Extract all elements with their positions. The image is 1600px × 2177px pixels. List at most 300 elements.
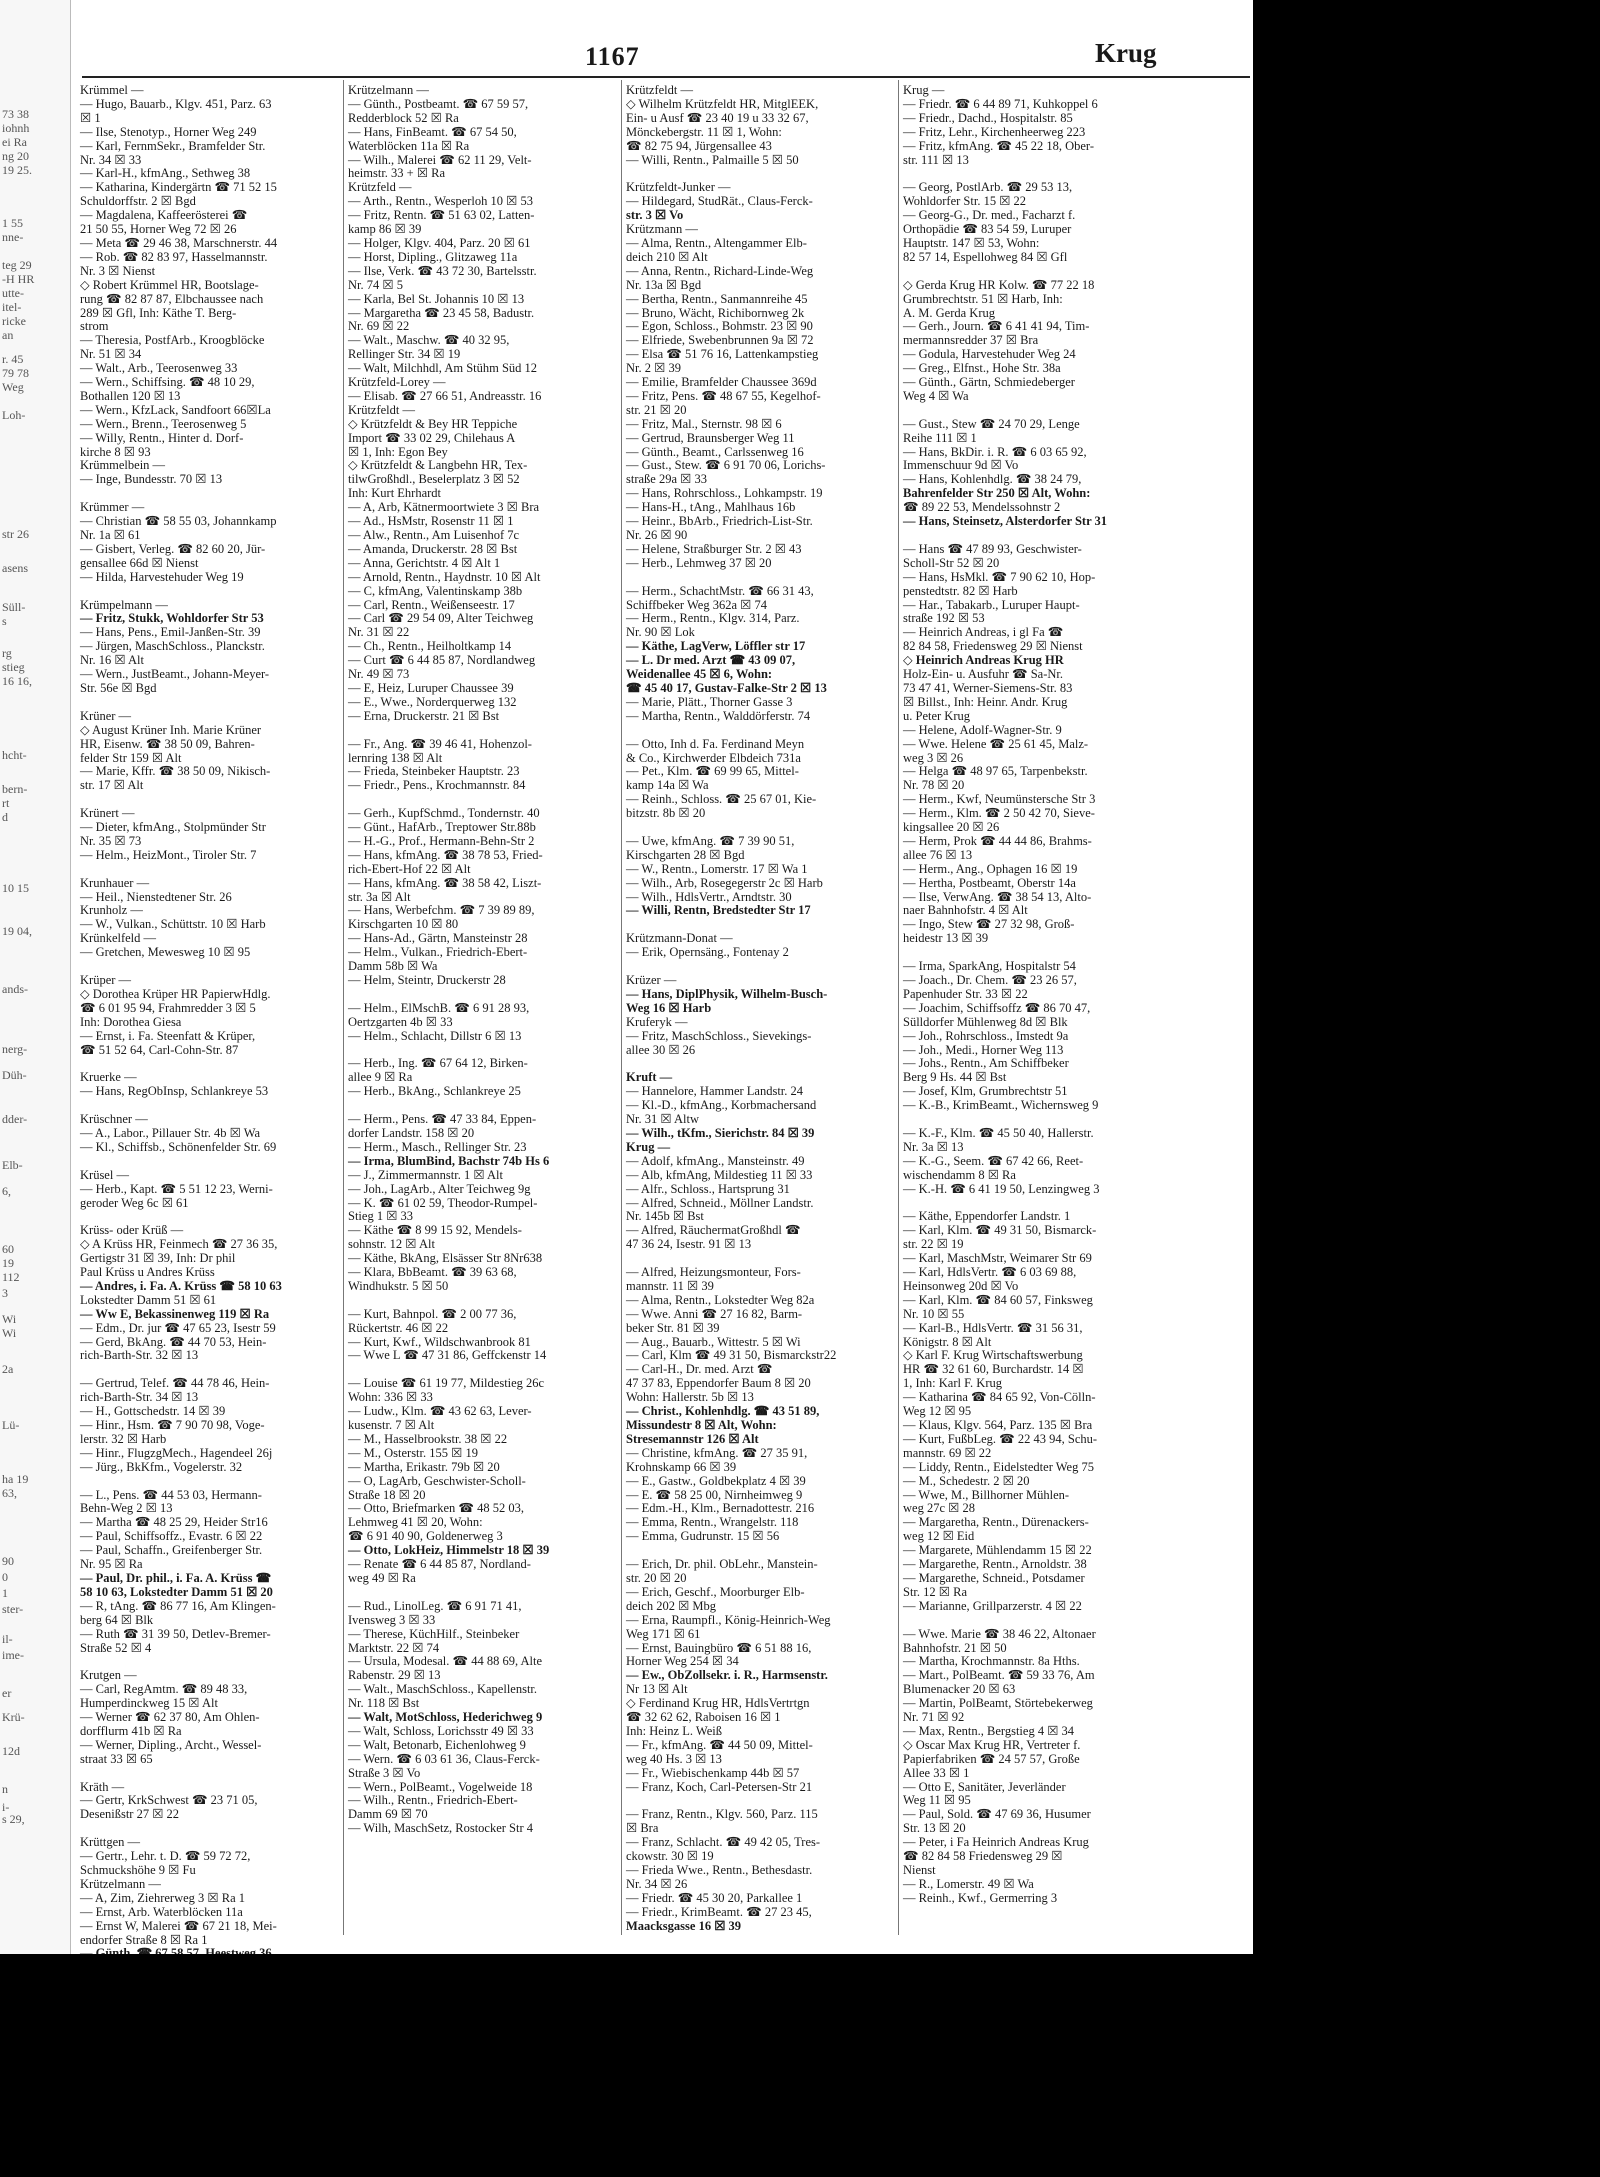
directory-entry-line: Krüzer —	[626, 973, 677, 987]
directory-entry-line: — E, Heiz, Luruper Chaussee 39	[348, 680, 514, 695]
directory-entry-line: Weg 12 ☒ 95	[903, 1404, 972, 1419]
directory-entry-line: — Käthe, BkAng, Elsässer Str 8Nr638	[348, 1251, 543, 1266]
directory-entry-line: — K.-B., KrimBeamt., Wichernsweg 9	[903, 1098, 1099, 1113]
directory-entry-line: Wohldorfer Str. 15 ☒ 22	[903, 194, 1027, 209]
directory-entry-line: — Wilh., Arb, Rosegegerstr 2c ☒ Harb	[626, 875, 823, 890]
margin-fragment: ha 19	[2, 1472, 29, 1486]
directory-entry-line: — Har., Tabakarb., Luruper Haupt-	[903, 597, 1080, 612]
directory-entry-line: — Hans, DiplPhysik, Wilhelm-Busch-	[626, 986, 828, 1001]
directory-entry-line: allee 30 ☒ 26	[626, 1042, 696, 1057]
directory-entry-line: — Joachim, Schiffsoffz ☎ 86 70 47,	[903, 1000, 1091, 1015]
directory-entry-line: ☎ 82 84 58 Friedensweg 29 ☒	[903, 1849, 1063, 1864]
directory-entry-line: endorfer Straße 8 ☒ Ra 1	[80, 1932, 208, 1947]
directory-entry-line: Kruferyk —	[626, 1014, 688, 1029]
directory-entry-line: — Liddy, Rentn., Eidelstedter Weg 75	[903, 1459, 1094, 1474]
margin-fragment: dder-	[2, 1112, 28, 1126]
directory-entry-line	[80, 1210, 365, 1224]
directory-entry-line: — Friedr., KrimBeamt. ☎ 27 23 45,	[626, 1904, 812, 1919]
directory-entry-line	[80, 1057, 365, 1071]
directory-entry-line: — Willi, Rentn., Palmaille 5 ☒ 50	[626, 152, 799, 167]
directory-entry-line	[80, 487, 365, 501]
margin-fragment: bern-	[2, 782, 28, 796]
directory-entry-line: — Karl, FernmSekr., Bramfelder Str.	[80, 138, 266, 153]
margin-fragment: hcht-	[2, 748, 27, 762]
directory-column-2	[348, 84, 633, 1836]
margin-fragment: 2a	[2, 1362, 14, 1376]
directory-entry-line: Weg 4 ☒ Wa	[903, 388, 969, 403]
directory-entry-line: — Fritz, Lehr., Kirchenheerweg 223	[903, 124, 1086, 139]
directory-entry-line: — Fritz, Rentn. ☎ 51 63 02, Latten-	[348, 208, 535, 223]
directory-entry-line: — Erik, Opernsäng., Fontenay 2	[626, 945, 789, 960]
directory-entry-line: ☒ Billst., Inh: Heinr. Andr. Krug	[903, 694, 1068, 709]
directory-entry-line: — Hinr., Hsm. ☎ 7 90 70 98, Voge-	[80, 1418, 265, 1432]
directory-entry-line: deich 202 ☒ Mbg	[626, 1598, 717, 1613]
scan-border-bottom	[0, 1954, 1253, 2177]
directory-entry-line: — Kurt, Bahnpol. ☎ 2 00 77 36,	[348, 1306, 517, 1321]
directory-entry-line	[626, 1544, 911, 1558]
directory-entry-line: — Carl, Klm ☎ 49 31 50, Bismarckstr22	[626, 1348, 837, 1363]
directory-entry-line: — Walt., MaschSchloss., Kapellenstr.	[348, 1682, 538, 1697]
directory-entry-line: — Irma, SparkAng, Hospitalstr 54	[903, 959, 1076, 974]
directory-entry-line: Humperdinckweg 15 ☒ Alt	[80, 1696, 218, 1711]
directory-entry-line: — Joh., LagArb., Alter Teichweg 9g	[348, 1181, 531, 1196]
margin-fragment: 1 55	[2, 216, 23, 230]
directory-entry-line: ☒ Bra	[626, 1821, 659, 1836]
directory-entry-line: lerstr. 32 ☒ Harb	[80, 1431, 167, 1446]
directory-entry-line: naer Bahnhofstr. 4 ☒ Alt	[903, 903, 1028, 918]
directory-entry-line: — Klaus, Klgv. 564, Parz. 135 ☒ Bra	[903, 1418, 1093, 1432]
directory-entry-line: — Emma, Gudrunstr. 15 ☒ 56	[626, 1529, 780, 1544]
directory-entry-line	[80, 585, 365, 599]
directory-entry-line: kusenstr. 7 ☒ Alt	[348, 1418, 435, 1432]
margin-fragment: Loh-	[2, 408, 26, 422]
directory-entry-line	[626, 1252, 911, 1266]
directory-entry-line: — Erich, Geschf., Moorburger Elb-	[626, 1584, 805, 1599]
directory-entry-line: deich 210 ☒ Alt	[626, 249, 708, 264]
directory-entry-line: — Wwe, M., Billhorner Mühlen-	[903, 1487, 1070, 1502]
directory-entry-line: Straße 52 ☒ 4	[80, 1640, 152, 1655]
directory-entry-line: ◇ Dorothea Krüper HR PapierwHdlg.	[80, 986, 271, 1001]
directory-entry-line: — Rud., LinolLeg. ☎ 6 91 71 41,	[348, 1598, 522, 1613]
margin-fragment: Elb-	[2, 1158, 23, 1172]
directory-entry-line: ◇ Gerda Krug HR Kolw. ☎ 77 22 18	[903, 277, 1095, 292]
directory-entry-line: Maacksgasse 16 ☒ 39	[626, 1918, 742, 1933]
directory-entry-line: mannstr. 69 ☒ 22	[903, 1445, 992, 1460]
directory-entry-line: Krüttgen —	[80, 1835, 141, 1850]
directory-entry-line: — R, tAng. ☎ 86 77 16, Am Klingen-	[80, 1598, 276, 1613]
directory-entry-line: — Martha, Rentn., Walddörferstr. 74	[626, 708, 811, 723]
directory-entry-line: — Helm., Vulkan., Friedrich-Ebert-	[348, 945, 528, 960]
directory-entry-line: Desenißstr 27 ☒ 22	[80, 1807, 180, 1822]
directory-entry-line: — Helene, Straßburger Str. 2 ☒ 43	[626, 541, 802, 556]
margin-fragment: stieg	[2, 660, 25, 674]
directory-entry-line: weg 27c ☒ 28	[903, 1501, 975, 1516]
directory-entry-line: — Gertrud, Braunsberger Weg 11	[626, 430, 795, 445]
directory-entry-line: — Hans, Steinsetz, Alsterdorfer Str 31	[903, 514, 1108, 529]
directory-entry-line: Krützelmann —	[80, 1876, 161, 1891]
directory-entry-line: — Alfred, Schneid., Möllner Landstr.	[626, 1195, 814, 1210]
directory-entry-line: Nr. 3a ☒ 13	[903, 1139, 964, 1154]
margin-fragment: 10 15	[2, 881, 29, 895]
directory-entry-line: str. 111 ☒ 13	[903, 152, 969, 167]
directory-entry-line: — Fritz, Stukk, Wohldorfer Str 53	[80, 611, 264, 626]
directory-entry-line: Behn-Weg 2 ☒ 13	[80, 1501, 173, 1516]
directory-entry-line: — Hans, RegObInsp, Schlankreye 53	[80, 1084, 269, 1099]
margin-fragment: 3	[2, 1286, 8, 1300]
directory-entry-line: — Christ., Kohlenhdlg. ☎ 43 51 89,	[626, 1404, 820, 1419]
directory-entry-line: allee 9 ☒ Ra	[348, 1070, 413, 1085]
directory-entry-line: — Günt., HafArb., Treptower Str.88b	[348, 820, 536, 835]
directory-entry-line: — Margarete, Mühlendamm 15 ☒ 22	[903, 1543, 1092, 1558]
directory-entry-line: — Carl ☎ 29 54 09, Alter Teichweg	[348, 611, 534, 626]
directory-entry-line: Nr 13 ☒ Alt	[626, 1682, 688, 1697]
directory-entry-line: Krützmann —	[626, 222, 698, 237]
directory-entry-line: — Herm., Rentn., Klgv. 314, Parz.	[626, 611, 800, 626]
directory-entry-line: — A., Labor., Pillauer Str. 4b ☒ Wa	[80, 1125, 261, 1140]
directory-entry-line: Inh: Heinz L. Weiß	[626, 1723, 722, 1738]
directory-entry-line: — Friedr. ☎ 6 44 89 71, Kuhkoppel 6	[903, 96, 1098, 111]
directory-entry-line	[348, 1099, 633, 1113]
directory-entry-line: Krüss- oder Krüß —	[80, 1223, 184, 1238]
directory-entry-line: Straße 18 ☒ 20	[348, 1487, 426, 1502]
directory-entry-line: Krützfeld —	[348, 180, 412, 195]
directory-entry-line: — Margaretha, Rentn., Dürenackers-	[903, 1515, 1089, 1530]
directory-entry-line: — Walt, Schloss, Lorichsstr 49 ☒ 33	[348, 1723, 534, 1738]
directory-entry-line: rich-Ebert-Hof 22 ☒ Alt	[348, 861, 471, 876]
directory-entry-line: — Hans-H., tAng., Mahlhaus 16b	[626, 500, 796, 515]
directory-entry-line: Str. 56e ☒ Bgd	[80, 680, 157, 695]
directory-entry-line: — Fritz, MaschSchloss., Sievekings-	[626, 1028, 812, 1043]
directory-entry-line	[80, 793, 365, 807]
margin-fragment: s 29,	[2, 1812, 25, 1826]
directory-entry-line: — Herm., Ang., Ophagen 16 ☒ 19	[903, 861, 1078, 876]
directory-entry-line: — Anna, Rentn., Richard-Linde-Weg	[626, 263, 814, 278]
directory-entry-line: allee 76 ☒ 13	[903, 847, 973, 862]
directory-entry-line: Krützmann-Donat —	[626, 931, 733, 946]
directory-entry-line: — Aug., Bauarb., Wittestr. 5 ☒ Wi	[626, 1334, 801, 1349]
directory-entry-line: heidestr 13 ☒ 39	[903, 931, 989, 946]
margin-fragment: d	[2, 810, 8, 824]
directory-entry-line: Nr. 71 ☒ 92	[903, 1710, 965, 1725]
directory-entry-line: — Georg-G., Dr. med., Facharzt f.	[903, 208, 1076, 223]
directory-entry-line: — Günth., Gärtn, Schmiedeberger	[903, 375, 1075, 390]
margin-fragment: 60	[2, 1242, 14, 1256]
directory-entry-line: — K. ☎ 61 02 59, Theodor-Rumpel-	[348, 1195, 538, 1210]
directory-entry-line: — Karl, Klm. ☎ 49 31 50, Bismarck-	[903, 1223, 1097, 1238]
directory-entry-line: — Herm., Klm. ☎ 2 50 42 70, Sieve-	[903, 806, 1095, 821]
directory-entry-line: — O, LagArb, Geschwister-Scholl-	[348, 1473, 526, 1488]
directory-entry-line: — Holger, Klgv. 404, Parz. 20 ☒ 61	[348, 235, 531, 250]
previous-page-edge	[0, 0, 71, 1954]
directory-entry-line: — Franz, Schlacht. ☎ 49 42 05, Tres-	[626, 1835, 821, 1850]
directory-entry-line: — Karl, HdlsVertr. ☎ 6 03 69 88,	[903, 1265, 1077, 1280]
directory-entry-line: Bahnhofstr. 21 ☒ 50	[903, 1640, 1007, 1655]
directory-entry-line: — Wern., Schiffsing. ☎ 48 10 29,	[80, 375, 255, 390]
directory-entry-line: — Heinrich Andreas, i gl Fa ☎	[903, 625, 1064, 640]
directory-entry-line: Scholl-Str 52 ☒ 20	[903, 555, 1000, 570]
directory-entry-line	[80, 960, 365, 974]
directory-entry-line: Papierfabriken ☎ 24 57 57, Große	[903, 1751, 1080, 1766]
directory-entry-line: — Gretchen, Mewesweg 10 ☒ 95	[80, 945, 251, 960]
directory-entry-line: beker Str. 81 ☒ 39	[626, 1320, 720, 1335]
directory-entry-line: — Jürgen, MaschSchloss., Planckstr.	[80, 639, 265, 654]
directory-entry-line: — Ernst, Arb. Waterblöcken 11a	[80, 1904, 243, 1919]
directory-entry-line	[348, 1294, 633, 1308]
directory-entry-line: 73 47 41, Werner-Siemens-Str. 83	[903, 680, 1073, 695]
directory-entry-line: Str. 13 ☒ 20	[903, 1821, 966, 1836]
directory-entry-line: — Bruno, Wächt, Richibornweg 2k	[626, 305, 805, 320]
directory-entry-line	[626, 167, 911, 181]
directory-entry-line	[348, 793, 633, 807]
directory-entry-line: — Fritz, Pens. ☎ 48 67 55, Kegelhof-	[626, 388, 821, 403]
directory-entry-line: — Louise ☎ 61 19 77, Mildestieg 26c	[348, 1376, 545, 1391]
directory-column-3	[626, 84, 911, 1934]
directory-entry-line: Krützfeld-Lorey —	[348, 375, 446, 390]
directory-entry-line: Holz-Ein- u. Ausfuhr ☎ Sa-Nr.	[903, 667, 1063, 682]
directory-entry-line: — Wwe L ☎ 47 31 86, Geffckenstr 14	[348, 1348, 547, 1363]
directory-entry-line: — Hildegard, StudRät., Claus-Ferck-	[626, 194, 813, 209]
directory-entry-line: — Magdalena, Kaffeerösterei ☎	[80, 208, 248, 223]
directory-entry-line: Kräth —	[80, 1779, 125, 1794]
directory-entry-line: ☎ 6 01 95 94, Frahmredder 3 ☒ 5	[80, 1000, 256, 1015]
directory-entry-line: — Max, Rentn., Bergstieg 4 ☒ 34	[903, 1723, 1075, 1738]
directory-entry-line: — Kurt, Kwf., Wildschwanbrook 81	[348, 1334, 531, 1349]
directory-entry-line: Wohn: 336 ☒ 33	[348, 1390, 433, 1405]
directory-entry-line: Berg 9 Hs. 44 ☒ Bst	[903, 1070, 1007, 1085]
directory-entry-line: Krünkelfeld —	[80, 931, 157, 946]
directory-entry-line: — Marie, Plätt., Thorner Gasse 3	[626, 694, 793, 709]
directory-entry-line: str. 22 ☒ 19	[903, 1237, 964, 1252]
directory-entry-line: — Helm., ElMschB. ☎ 6 91 28 93,	[348, 1000, 530, 1015]
directory-entry-line: — Arth., Rentn., Wesperloh 10 ☒ 53	[348, 194, 533, 209]
directory-entry-line: — Willi, Rentn, Bredstedter Str 17	[626, 903, 811, 918]
margin-fragment: 63,	[2, 1486, 17, 1500]
directory-entry-line: — Karla, Bel St. Johannis 10 ☒ 13	[348, 291, 525, 306]
margin-fragment: Düh-	[2, 1068, 27, 1082]
directory-entry-line: — Hans ☎ 47 89 93, Geschwister-	[903, 541, 1082, 556]
directory-entry-line: — Herm., SchachtMstr. ☎ 66 31 43,	[626, 583, 814, 598]
directory-entry-line: — Theresia, PostfArb., Kroogblöcke	[80, 333, 265, 348]
directory-entry-line: Weg 171 ☒ 61	[626, 1626, 701, 1641]
directory-entry-line: Str. 12 ☒ Ra	[903, 1584, 967, 1599]
directory-entry-line: — Ew., ObZollsekr. i. R., Harmsenstr.	[626, 1668, 828, 1683]
margin-fragment: ime-	[2, 1648, 24, 1662]
directory-entry-line: Inh: Dorothea Giesa	[80, 1014, 182, 1029]
margin-fragment: 19 25.	[2, 163, 32, 177]
directory-entry-line: — A, Zim, Ziehrerweg 3 ☒ Ra 1	[80, 1890, 245, 1905]
directory-entry-line: Krüschner —	[80, 1112, 148, 1127]
directory-entry-line	[348, 724, 633, 738]
directory-entry-line: Horner Weg 254 ☒ 34	[626, 1654, 739, 1669]
directory-entry-line: — Edm., Dr. jur ☎ 47 65 23, Isestr 59	[80, 1320, 276, 1335]
margin-fragment: ng 20	[2, 149, 29, 163]
directory-entry-line: Schuldorffstr. 2 ☒ Bgd	[80, 194, 196, 209]
directory-entry-line: — Ingo, Stew ☎ 27 32 98, Groß-	[903, 917, 1075, 932]
directory-entry-line: — E., Wwe., Norderquerweg 132	[348, 694, 517, 709]
directory-entry-line: — Hans, kfmAng. ☎ 38 78 53, Fried-	[348, 847, 543, 862]
directory-entry-line: ☒ 1, Inh: Egon Bey	[348, 444, 448, 459]
directory-entry-line: Oertzgarten 4b ☒ 33	[348, 1014, 453, 1029]
directory-entry-line: — Hilda, Harvestehuder Weg 19	[80, 569, 244, 584]
directory-entry-line: Lokstedter Damm 51 ☒ 61	[80, 1292, 217, 1307]
directory-entry-line	[903, 1197, 1188, 1211]
directory-entry-line: — Erna, Druckerstr. 21 ☒ Bst	[348, 708, 500, 723]
directory-entry-line: weg 3 ☒ 26	[903, 750, 964, 765]
directory-entry-line: Allee 33 ☒ 1	[903, 1765, 970, 1780]
directory-entry-line	[903, 946, 1188, 960]
directory-entry-line: — Pet., Klm. ☎ 69 99 65, Mittel-	[626, 764, 799, 779]
directory-entry-line: Damm 69 ☒ 70	[348, 1807, 428, 1822]
directory-entry-line: Krug —	[626, 1139, 671, 1154]
directory-entry-line: — A, Arb, Kätnermoortwiete 3 ☒ Bra	[348, 500, 540, 515]
directory-entry-line: — Herm., Masch., Rellinger Str. 23	[348, 1139, 527, 1154]
directory-entry-line: Krümmelbein —	[80, 458, 166, 473]
directory-entry-line: ◇ Robert Krümmel HR, Bootslage-	[80, 277, 259, 292]
directory-entry-line	[903, 265, 1188, 279]
directory-entry-line: gensallee 66d ☒ Nienst	[80, 555, 199, 570]
directory-entry-line: — Otto, Briefmarken ☎ 48 52 03,	[348, 1501, 524, 1516]
margin-fragment: Krü-	[2, 1710, 25, 1724]
directory-entry-line: — Otto, LokHeiz, Himmelstr 18 ☒ 39	[348, 1543, 550, 1558]
directory-entry-line: ◇ Karl F. Krug Wirtschaftswerbung	[903, 1348, 1083, 1363]
directory-entry-line: — Herb., Kapt. ☎ 5 51 12 23, Werni-	[80, 1181, 273, 1196]
directory-entry-line: Inh: Kurt Ehrhardt	[348, 486, 442, 501]
directory-entry-line	[80, 1655, 365, 1669]
directory-entry-line: Sülldorfer Mühlenweg 8d ☒ Blk	[903, 1014, 1068, 1029]
directory-entry-line: Nr. 49 ☒ 73	[348, 667, 410, 682]
directory-entry-line: penstedtstr. 82 ☒ Harb	[903, 583, 1018, 598]
directory-entry-line: Nr. 145b ☒ Bst	[626, 1209, 704, 1224]
directory-entry-line: — Alfred, Heizungsmonteur, Fors-	[626, 1265, 801, 1280]
directory-entry-line: — Reinh., Schloss. ☎ 25 67 01, Kie-	[626, 792, 817, 807]
directory-entry-line: — Ernst W, Malerei ☎ 67 21 18, Mei-	[80, 1918, 277, 1933]
directory-entry-line: 1, Inh: Karl F. Krug	[903, 1376, 1002, 1391]
directory-entry-line	[626, 918, 911, 932]
directory-entry-line: — Joh., Rohrschloss., Imstedt 9a	[903, 1028, 1069, 1043]
directory-entry-line: Marktstr. 22 ☒ 74	[348, 1640, 440, 1655]
directory-entry-line: — Uwe, kfmAng. ☎ 7 39 90 51,	[626, 833, 795, 848]
directory-entry-line: — Katharina, Kindergärtn ☎ 71 52 15	[80, 180, 277, 195]
margin-fragment: Süll-	[2, 600, 26, 614]
directory-entry-line: — Ursula, Modesal. ☎ 44 88 69, Alte	[348, 1654, 543, 1669]
directory-entry-line: u. Peter Krug	[903, 708, 970, 723]
directory-entry-line: — Elsa ☎ 51 76 16, Lattenkampstieg	[626, 347, 819, 362]
directory-entry-line: straat 33 ☒ 65	[80, 1751, 153, 1766]
header-rule	[82, 76, 1250, 78]
directory-entry-line: Krützfeldt-Junker —	[626, 180, 731, 195]
directory-entry-line: — Edm.-H., Klm., Bernadottestr. 216	[626, 1501, 815, 1516]
directory-entry-line: — Marie, Kffr. ☎ 38 50 09, Nikisch-	[80, 764, 271, 779]
margin-fragment: nerg-	[2, 1042, 28, 1056]
directory-entry-line: — Wwe. Marie ☎ 38 46 22, Altonaer	[903, 1626, 1096, 1641]
directory-entry-line: Nr. 78 ☒ 20	[903, 778, 965, 793]
directory-entry-line: Schiffbeker Weg 362a ☒ 74	[626, 597, 767, 612]
directory-entry-line: — W., Vulkan., Schüttstr. 10 ☒ Harb	[80, 917, 266, 932]
directory-entry-line: — Karl, MaschMstr, Weimarer Str 69	[903, 1251, 1092, 1266]
directory-entry-line: — Horst, Dipling., Glitzaweg 11a	[348, 249, 518, 264]
directory-entry-line: — Ilse, Verk. ☎ 43 72 30, Bartelsstr.	[348, 263, 537, 278]
directory-entry-line: — R., Lomerstr. 49 ☒ Wa	[903, 1876, 1034, 1891]
margin-fragment: -H HR	[2, 272, 35, 286]
directory-entry-line: — Elisab. ☎ 27 66 51, Andreasstr. 16	[348, 388, 542, 403]
directory-entry-line: — Herb., Lehmweg 37 ☒ 20	[626, 555, 772, 570]
directory-entry-line: — Andres, i. Fa. A. Krüss ☎ 58 10 63	[80, 1278, 282, 1293]
directory-entry-line: — L., Pens. ☎ 44 53 03, Hermann-	[80, 1487, 262, 1502]
directory-entry-line: — Walt., Maschw. ☎ 40 32 95,	[348, 333, 510, 348]
directory-entry-line: Stresemannstr 126 ☒ Alt	[626, 1431, 759, 1446]
directory-entry-line: Krunholz —	[80, 903, 143, 918]
directory-entry-line: — Gertr, KrkSchwest ☎ 23 71 05,	[80, 1793, 258, 1808]
directory-entry-line: Windhukstr. 5 ☒ 50	[348, 1278, 449, 1293]
directory-entry-line: — Frieda, Steinbeker Hauptstr. 23	[348, 764, 520, 779]
directory-entry-line: — Gerd, BkAng. ☎ 44 70 53, Hein-	[80, 1334, 267, 1349]
directory-entry-line: — Renate ☎ 6 44 85 87, Nordland-	[348, 1557, 531, 1572]
directory-entry-line: Krümmel —	[80, 83, 144, 97]
directory-entry-line: — Paul, Schiffsoffz., Evastr. 6 ☒ 22	[80, 1529, 263, 1544]
directory-entry-line: — Franz, Koch, Carl-Petersen-Str 21	[626, 1779, 813, 1794]
directory-entry-line	[80, 696, 365, 710]
directory-entry-line: — Friedr., Pens., Krochmannstr. 84	[348, 778, 526, 793]
directory-entry-line: — Kl.-D., kfmAng., Korbmachersand	[626, 1098, 817, 1113]
directory-entry-line: Orthopädie ☎ 83 54 59, Luruper	[903, 222, 1072, 237]
directory-entry-line: — Fritz, kfmAng. ☎ 45 22 18, Ober-	[903, 138, 1094, 153]
directory-entry-line: — K.-F., Klm. ☎ 45 50 40, Hallerstr.	[903, 1125, 1094, 1140]
directory-entry-line: ◇ Heinrich Andreas Krug HR	[903, 653, 1064, 668]
directory-entry-line: Rückertstr. 46 ☒ 22	[348, 1320, 449, 1335]
directory-entry-line: — Alfr., Schloss., Hartsprung 31	[626, 1181, 790, 1196]
directory-entry-line: — Martha, Krochmannstr. 8a Hths.	[903, 1654, 1080, 1669]
directory-entry-line: Blumenacker 20 ☒ 63	[903, 1682, 1016, 1697]
margin-fragment: 19 04,	[2, 924, 32, 938]
directory-entry-line: straße 29a ☒ 33	[626, 472, 707, 487]
directory-entry-line	[903, 1614, 1188, 1628]
margin-fragment: 12d	[2, 1744, 20, 1758]
directory-entry-line: Kruerke —	[80, 1070, 137, 1085]
margin-fragment: asens	[2, 561, 28, 575]
directory-entry-line: — Fritz, Mal., Sternstr. 98 ☒ 6	[626, 416, 782, 431]
directory-entry-line: Krümpelmann —	[80, 597, 168, 612]
margin-fragment: ands-	[2, 982, 28, 996]
directory-entry-line: — Peter, i Fa Heinrich Andreas Krug	[903, 1835, 1089, 1850]
directory-entry-line: — Adolf, kfmAng., Mansteinstr. 49	[626, 1153, 805, 1168]
directory-entry-line: lernring 138 ☒ Alt	[348, 750, 443, 765]
directory-entry-line: — Helm., HeizMont., Tiroler Str. 7	[80, 847, 257, 862]
directory-entry-line: Nr. 90 ☒ Lok	[626, 625, 695, 640]
directory-entry-line: — Dieter, kfmAng., Stolpmünder Str	[80, 820, 266, 835]
directory-entry-line: Bothallen 120 ☒ 13	[80, 388, 181, 403]
directory-entry-line: Krunhauer —	[80, 875, 150, 890]
directory-column-1	[80, 84, 365, 1961]
directory-entry-line: — Werner ☎ 62 37 80, Am Ohlen-	[80, 1710, 260, 1725]
margin-fragment: rg	[2, 646, 12, 660]
directory-entry-line	[348, 1044, 633, 1058]
directory-entry-line: — Reinh., Kwf., Germerring 3	[903, 1890, 1058, 1905]
directory-entry-line: — Elfriede, Swebenbrunnen 9a ☒ 72	[626, 333, 814, 348]
directory-entry-line: Nienst	[903, 1863, 936, 1877]
directory-entry-line: weg 12 ☒ Eid	[903, 1529, 975, 1544]
directory-entry-line: — Gertr., Lehr. t. D. ☎ 59 72 72,	[80, 1849, 251, 1864]
directory-entry-line: — Walt, Betonarb, Eichenlohweg 9	[348, 1737, 526, 1752]
directory-entry-line: Nr. 3 ☒ Nienst	[80, 263, 156, 278]
directory-entry-line: — Käthe, Eppendorfer Landstr. 1	[903, 1209, 1071, 1224]
directory-entry-line: — Otto E, Sanitäter, Jeverländer	[903, 1779, 1066, 1794]
margin-fragment: Wi	[2, 1312, 17, 1326]
directory-entry-line: Nr. 16 ☒ Alt	[80, 653, 144, 668]
directory-entry-line: str. 3a ☒ Alt	[348, 889, 411, 904]
directory-entry-line: dorfer Landstr. 158 ☒ 20	[348, 1125, 475, 1140]
directory-entry-line: Schmuckshöhe 9 ☒ Fu	[80, 1863, 196, 1877]
margin-fragment: itel-	[2, 300, 22, 314]
